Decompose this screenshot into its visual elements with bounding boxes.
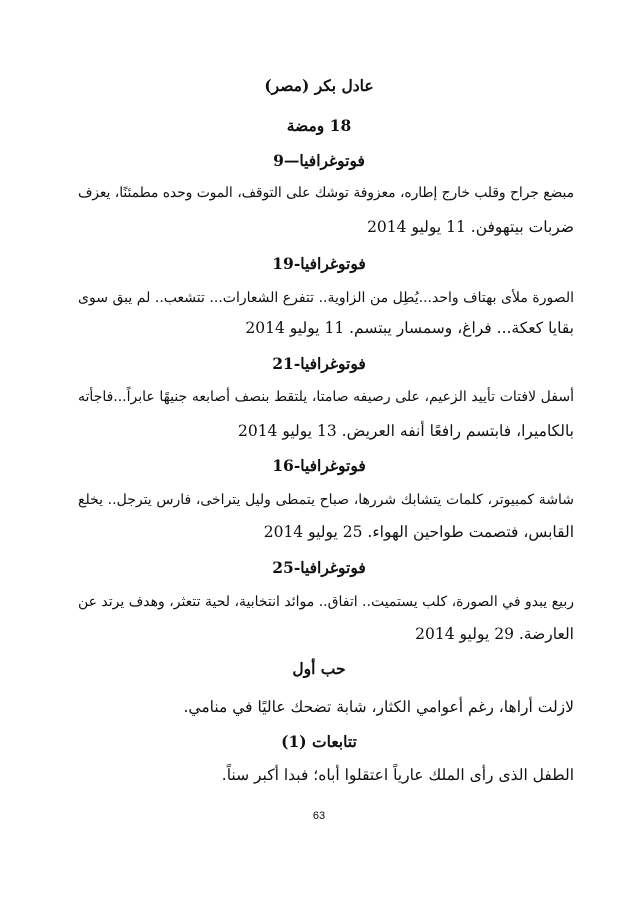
poem-title: فوتوغرافيا-19 <box>272 254 366 273</box>
poem-line: شاشة كمبيوتر، كلمات يتشابك شررها، صباح يتمطى وليل يتراخى، فارس يترجل.. يخلع <box>78 492 574 508</box>
poem-line: العارضة. 29 يوليو 2014 <box>415 625 574 643</box>
poem-title: فوتوغرافيا—9 <box>273 151 365 170</box>
collection-title: 18 ومضة <box>286 116 352 135</box>
poem-line: بالكاميرا، فابتسم رافعًا أنفه العريض. 13 يوليو 2014 <box>237 422 574 440</box>
poem-line: بقايا كعكة... فراغ، وسمسار يبتسم. 11 يوليو 2014 <box>245 319 574 337</box>
poem-title: فوتوغرافيا-25 <box>272 558 366 577</box>
poem-title: فوتوغرافيا-16 <box>272 456 366 475</box>
poem-title: حب أول <box>292 659 346 678</box>
author-name: عادل بكر (مصر) <box>264 76 374 95</box>
poem-line: ضربات بيتهوفن. 11 يوليو 2014 <box>367 218 574 236</box>
poem-line: مبضع جراح وقلب خارج إطاره، معزوفة توشك على التوقف، الموت وحده مطمئنًا، يعزف <box>78 185 574 201</box>
poem-line: لازلت أراها، رغم أعوامي الكثار، شابة تضحك عاليًا في منامي. <box>183 698 574 716</box>
poem-line: الصورة ملأى بهتاف واحد...يُطِل من الزاوية.. تتفرع الشعارات... تتشعب.. لم يبق سوى <box>78 290 574 306</box>
page-number: 63 <box>312 810 326 822</box>
poem-title: تتابعات (1) <box>281 732 357 751</box>
poem-line: الطفل الذى رأى الملك عارياً اعتقلوا أباه؛ فبدا أكبر سناً. <box>221 766 574 784</box>
poem-title: فوتوغرافيا-21 <box>272 354 366 373</box>
poem-line: القابس، فتصمت طواحين الهواء. 25 يوليو 2014 <box>263 523 574 541</box>
poem-line: أسفل لافتات تأييد الزعيم، على رصيفه صامتا، يلتقط بنصف أصابعه جنيهًا عابراً...فاجأته <box>78 389 574 405</box>
poem-line: ربيع يبدو في الصورة، كلب يستميت.. اتفاق.. موائد انتخابية، لحية تتعثر، وهدف يرتد عن <box>77 594 574 610</box>
